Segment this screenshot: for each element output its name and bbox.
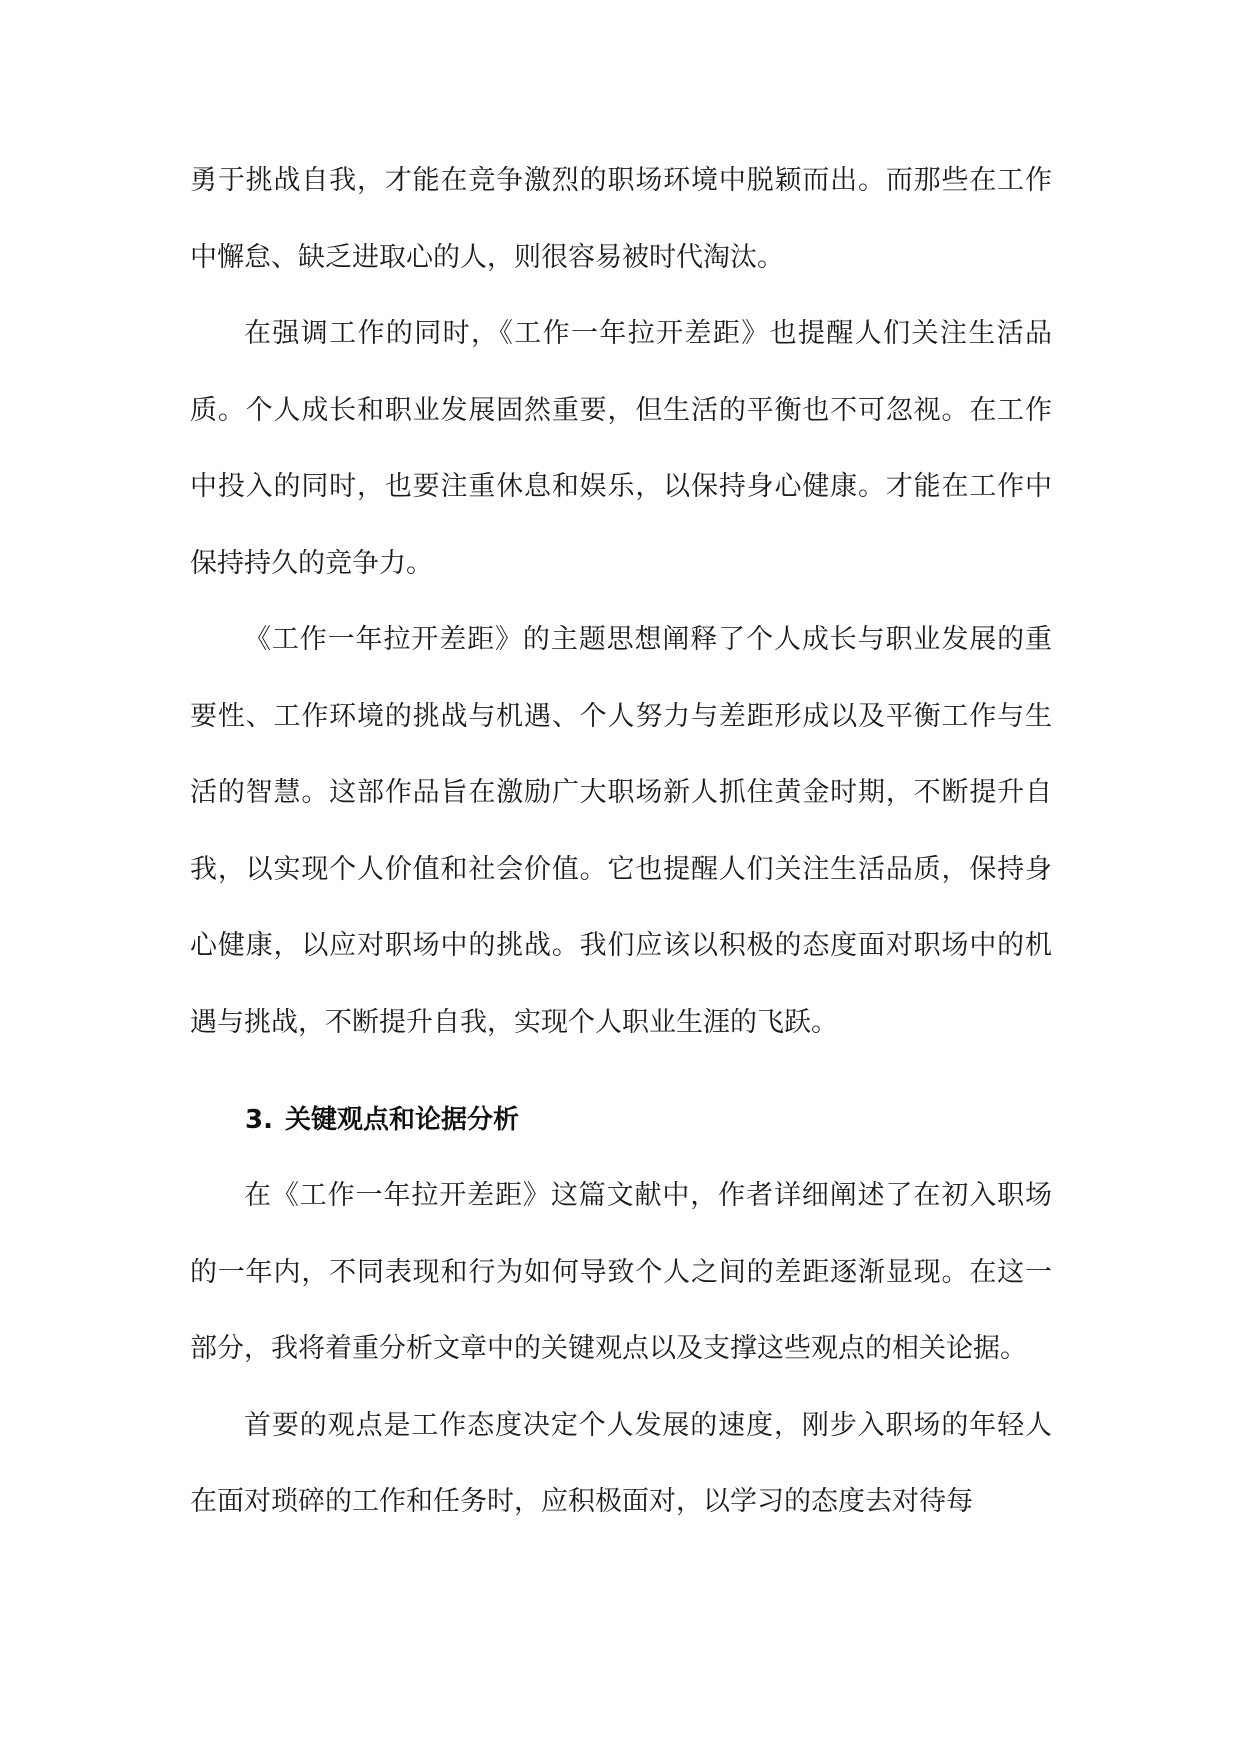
paragraph-analysis-intro: 在《工作一年拉开差距》这篇文献中，作者详细阐述了在初入职场的一年内，不同表现和行为如何导致个人之间的差距逐渐显现。在这一部分，我将着重分析文章中的关键观点以及支撑这些观点的相关论据。 <box>190 1180 1052 1364</box>
paragraph-theme-summary: 《工作一年拉开差距》的主题思想阐释了个人成长与职业发展的重要性、工作环境的挑战与机遇、个人努力与差距形成以及平衡工作与生活的智慧。这部作品旨在激励广大职场新人抓住黄金时期，不断提升自我，以实现个人价值和社会价值。它也提醒人们关注生活品质，保持身心健康，以应对职场中的挑战。我们应该以积极的态度面对职场中的机遇与挑战，不断提升自我，实现个人职业生涯的飞跃。 <box>190 624 1052 1038</box>
section-number: 3. <box>245 1105 273 1135</box>
paragraph-first-viewpoint: 首要的观点是工作态度决定个人发展的速度，刚步入职场的年轻人在面对琐碎的工作和任务时，应积极面对，以学习的态度去对待每 <box>190 1409 1052 1517</box>
section-heading <box>190 1082 1052 1158</box>
document-body <box>190 143 1052 1541</box>
section-title: 关键观点和论据分析 <box>284 1105 519 1135</box>
paragraph-life-quality: 在强调工作的同时，《工作一年拉开差距》也提醒人们关注生活品质。个人成长和职业发展固然重要，但生活的平衡也不可忽视。在工作中投入的同时，也要注重休息和娱乐，以保持身心健康。才能在工作中保持持久的竞争力。 <box>190 318 1052 579</box>
paragraph-continuation: 勇于挑战自我，才能在竞争激烈的职场环境中脱颖而出。而那些在工作中懈怠、缺乏进取心的人，则很容易被时代淘汰。 <box>190 165 1052 273</box>
